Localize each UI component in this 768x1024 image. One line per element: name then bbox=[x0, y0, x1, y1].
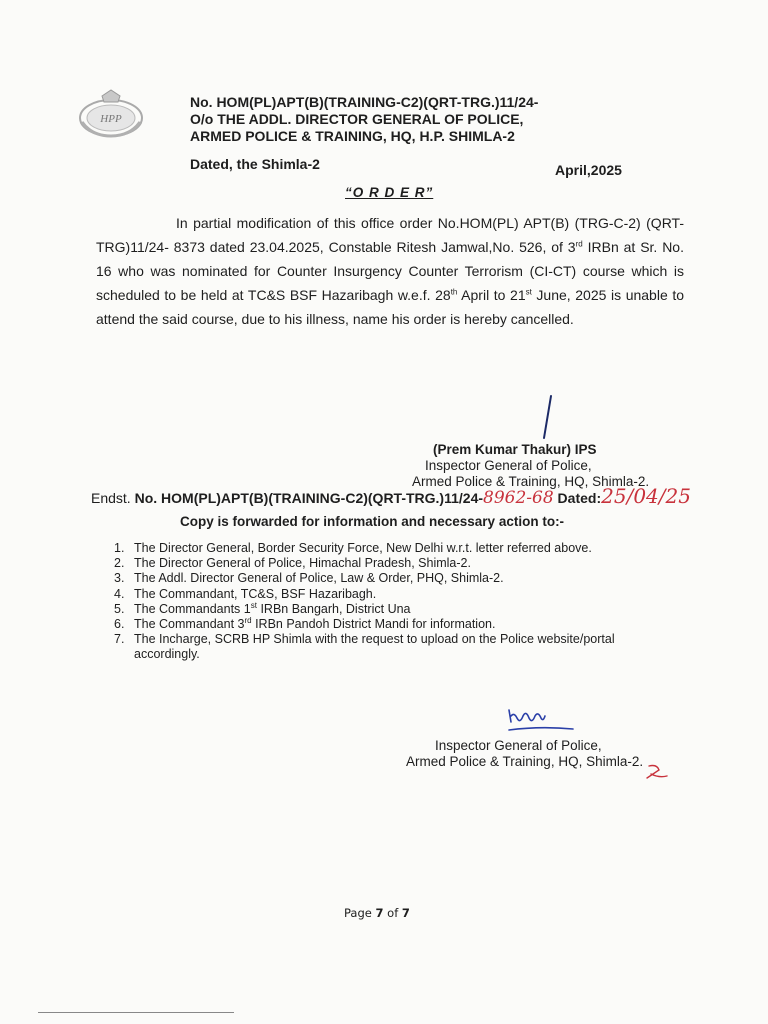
scan-edge-line bbox=[38, 1012, 234, 1013]
copy-forwarded-heading: Copy is forwarded for information and necessary action to:- bbox=[180, 514, 565, 529]
logo-text: HPP bbox=[100, 113, 122, 125]
handwritten-signature-2 bbox=[505, 702, 575, 734]
dated-label: Dated, the Shimla-2 bbox=[190, 156, 320, 172]
body-sup-1: rd bbox=[575, 239, 583, 249]
file-number-header: No. HOM(PL)APT(B)(TRAINING-C2)(QRT-TRG.)11/24- bbox=[190, 94, 539, 110]
order-body-paragraph bbox=[96, 211, 684, 331]
body-sup-3: st bbox=[525, 287, 532, 297]
handwritten-dispatch-number: 8962-68 bbox=[483, 488, 554, 508]
signature-mark-1 bbox=[536, 394, 556, 440]
body-text-1: In partial modification of this office order No.HOM(PL) APT(B) (TRG-C-2) (QRT-TRG)11/24- 8373 dated 23.04.2025, Constable Ritesh Jamwal,No. 526, of 3 bbox=[96, 215, 684, 255]
order-date: April,2025 bbox=[555, 162, 622, 178]
list-item: 4. The Commandant, TC&S, BSF Hazaribagh. bbox=[114, 586, 377, 601]
office-address-line: ARMED POLICE & TRAINING, HQ, H.P. SHIMLA-2 bbox=[190, 128, 515, 144]
list-item: 1. The Director General, Border Security Force, New Delhi w.r.t. letter referred above. bbox=[114, 541, 592, 555]
signatory-office: Armed Police & Training, HQ, Shimla-2. bbox=[412, 474, 650, 489]
list-item: 5. The Commandants 1st IRBn Bangarh, District Una bbox=[114, 600, 411, 616]
list-item: 6. The Commandant 3rd IRBn Pandoh District Mandi for information. bbox=[114, 615, 496, 632]
body-sup-2: th bbox=[450, 287, 458, 297]
endorsement-line bbox=[91, 484, 691, 508]
order-title: “O R D E R” bbox=[345, 185, 434, 200]
body-text-2: IRBn at Sr. No. 16 who was nominated for Counter Insurgency Counter Terrorism (CI-CT) course which is scheduled to be held at TC&S BSF Hazaribagh w.e.f. 28 bbox=[96, 239, 684, 303]
office-name-line: O/o THE ADDL. DIRECTOR GENERAL OF POLICE, bbox=[190, 111, 524, 127]
handwritten-endorsement-date: 25/04/25 bbox=[601, 484, 691, 508]
list-item: 2. The Director General of Police, Himachal Pradesh, Shimla-2. bbox=[114, 556, 471, 571]
list-item: 3. The Addl. Director General of Police, Law & Order, PHQ, Shimla-2. bbox=[114, 571, 504, 586]
body-text-3: April to 21 bbox=[457, 287, 526, 303]
body-text-4: June, 2025 is unable to attend the said course, due to his illness, name his order is hereby cancelled. bbox=[96, 287, 684, 327]
police-emblem-logo bbox=[72, 88, 150, 140]
signatory-office-2: Armed Police & Training, HQ, Shimla-2. bbox=[406, 754, 644, 769]
endorsement-number: No. HOM(PL)APT(B)(TRAINING-C2)(QRT-TRG.)11/24- bbox=[134, 490, 484, 506]
list-item: 7. The Incharge, SCRB HP Shimla with the request to upload on the Police website/portal accordingly. bbox=[114, 632, 615, 662]
signatory-name: (Prem Kumar Thakur) IPS bbox=[433, 442, 597, 457]
endorsement-prefix: Endst. bbox=[91, 490, 135, 506]
handwritten-initial-mark bbox=[645, 762, 669, 782]
signatory-designation-2: Inspector General of Police, bbox=[435, 738, 602, 753]
copy-distribution-list bbox=[114, 541, 674, 663]
page-number-footer: Page 7 of 7 bbox=[344, 906, 410, 920]
endorsement-dated-label: Dated: bbox=[553, 490, 602, 506]
signatory-designation: Inspector General of Police, bbox=[425, 458, 592, 473]
